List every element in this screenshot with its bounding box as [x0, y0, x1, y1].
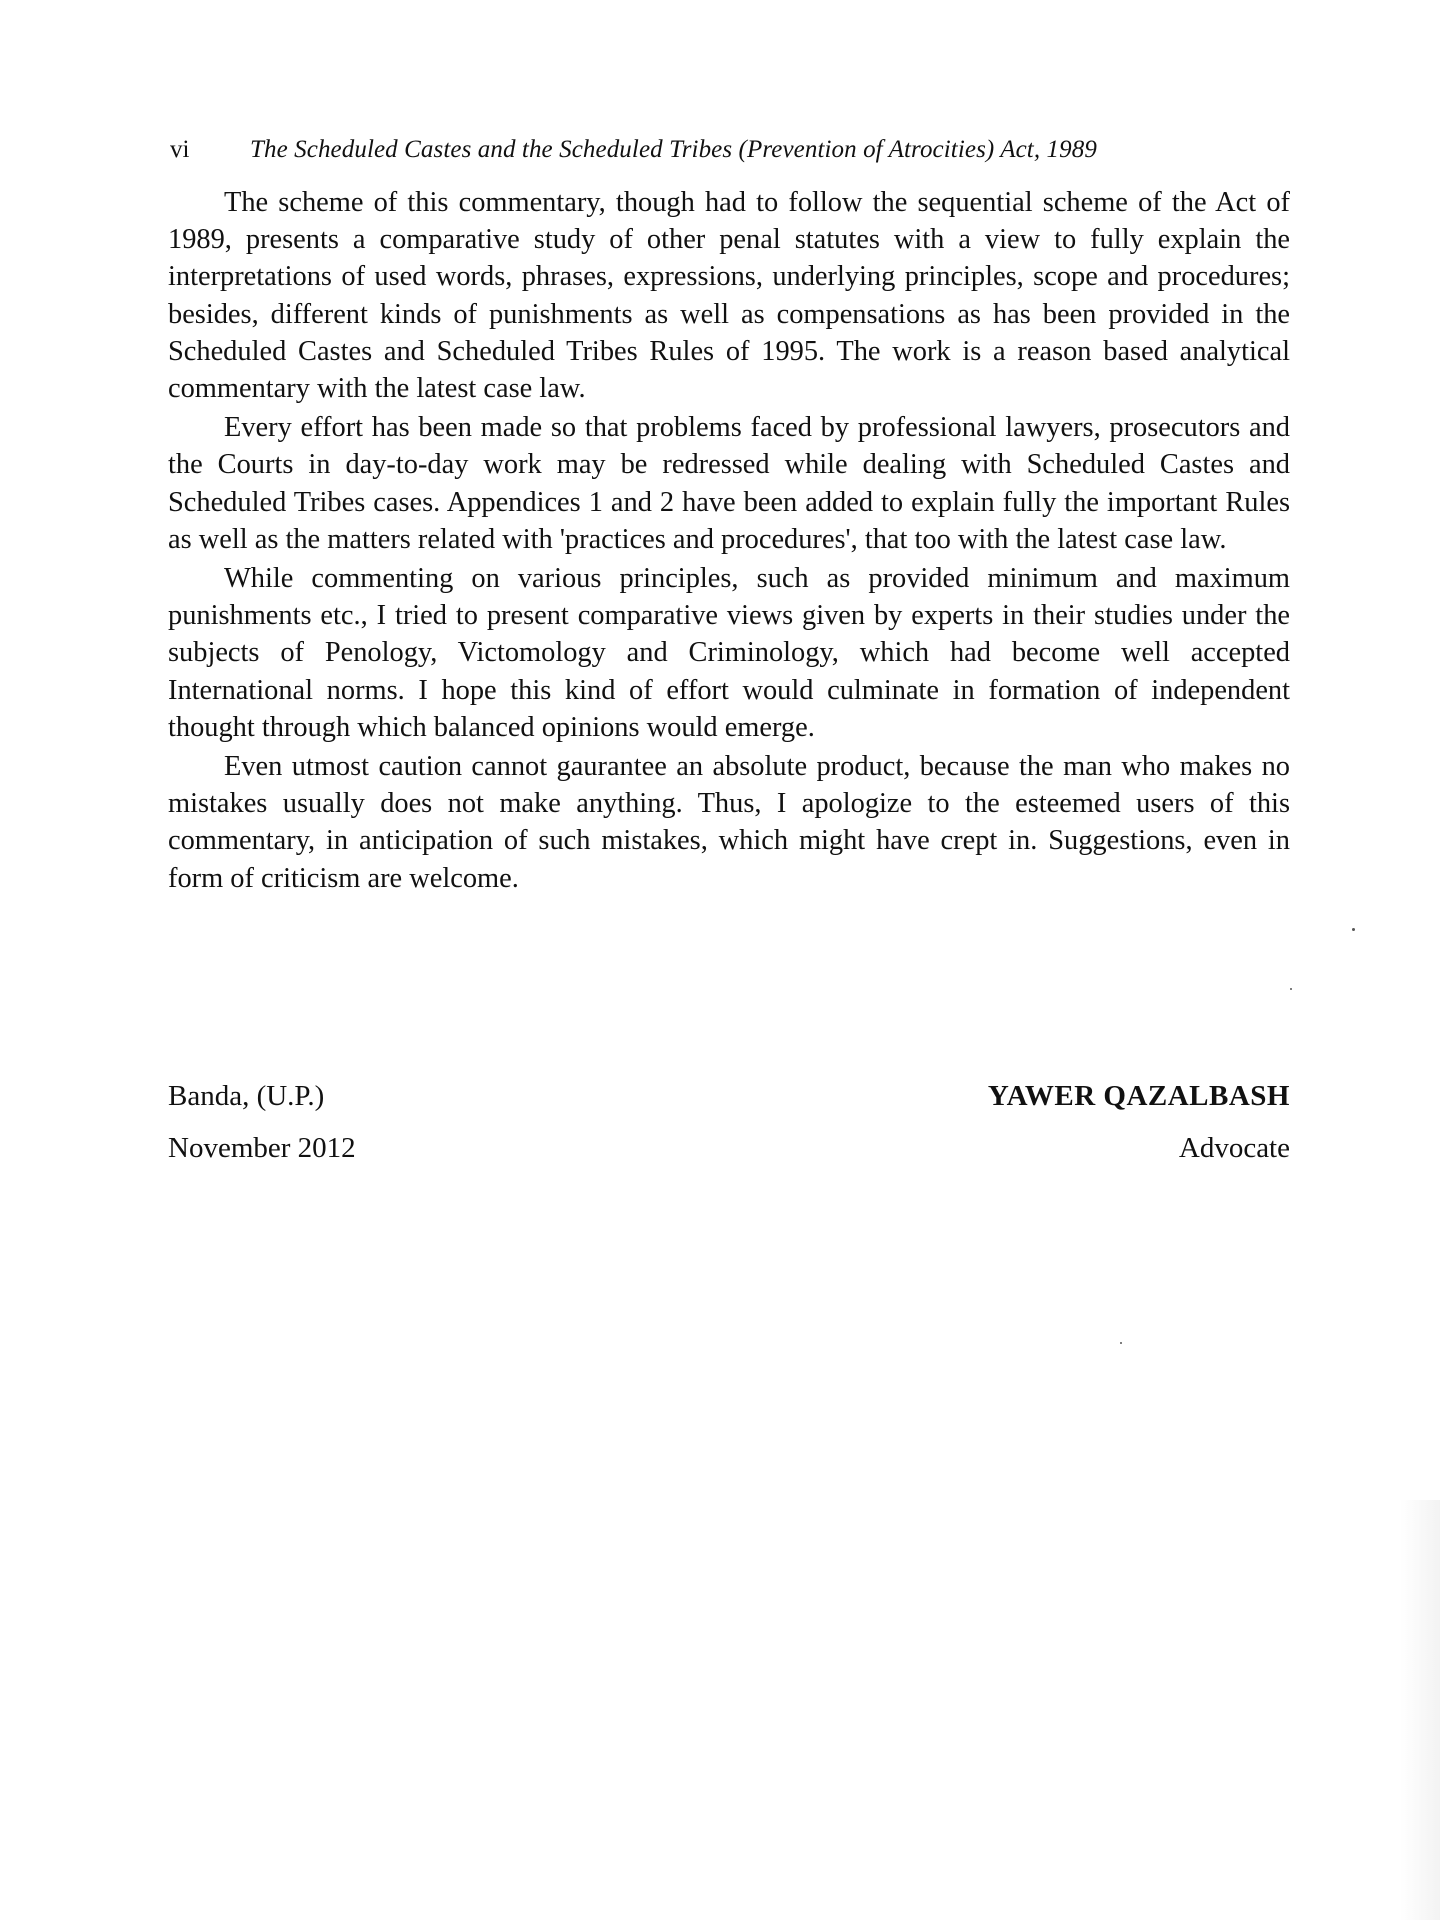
scan-edge-shadow	[1400, 1500, 1440, 1920]
place: Banda, (U.P.)	[168, 1080, 325, 1112]
paragraph: Even utmost caution cannot gaurantee an absolute product, because the man who makes no mistakes usually does not make anything. Thus, I apologize to the esteemed users of this commentary, in anticipation of such mistakes, which might have crept in. Suggestions, even in form of criticism are welcome.	[168, 751, 1290, 894]
signature-block	[168, 1070, 1290, 1174]
author-designation: Advocate	[1178, 1132, 1290, 1164]
preface-body	[168, 184, 1290, 899]
date: November 2012	[168, 1132, 356, 1164]
scan-speck	[1290, 988, 1292, 990]
paragraph: While commenting on various principles, such as provided minimum and maximum punishments etc., I tried to present comparative views given by experts in their studies under the subjects of Penology, Victomology and Criminology, which had become well accepted International norms. I hope this kind of effort would culminate in formation of independent thought through which balanced opinions would emerge.	[168, 563, 1290, 743]
scan-speck	[1352, 928, 1355, 931]
paragraph: The scheme of this commentary, though had to follow the sequential scheme of the Act of 1989, presents a comparative study of other penal statutes with a view to fully explain the interpretations of used words, phrases, expressions, underlying principles, scope and procedures; besides, different kinds of punishments as well as compensations as has been provided in the Scheduled Castes and Scheduled Tribes Rules of 1995. The work is a reason based analytical commentary with the latest case law.	[168, 187, 1290, 405]
page-number: vi	[170, 136, 190, 163]
paragraph: Every effort has been made so that problems faced by professional lawyers, prosecutors and the Courts in day-to-day work may be redressed while dealing with Scheduled Castes and Scheduled Tribes cases. Appendices 1 and 2 have been added to explain fully the important Rules as well as the matters related with 'practices and procedures', that too with the latest case law.	[168, 412, 1290, 555]
running-header	[170, 136, 1290, 164]
scan-speck	[1120, 1342, 1122, 1344]
running-title: The Scheduled Castes and the Scheduled Tribes (Prevention of Atrocities) Act, 1989	[250, 136, 1097, 163]
author-name: YAWER QAZALBASH	[987, 1080, 1290, 1112]
